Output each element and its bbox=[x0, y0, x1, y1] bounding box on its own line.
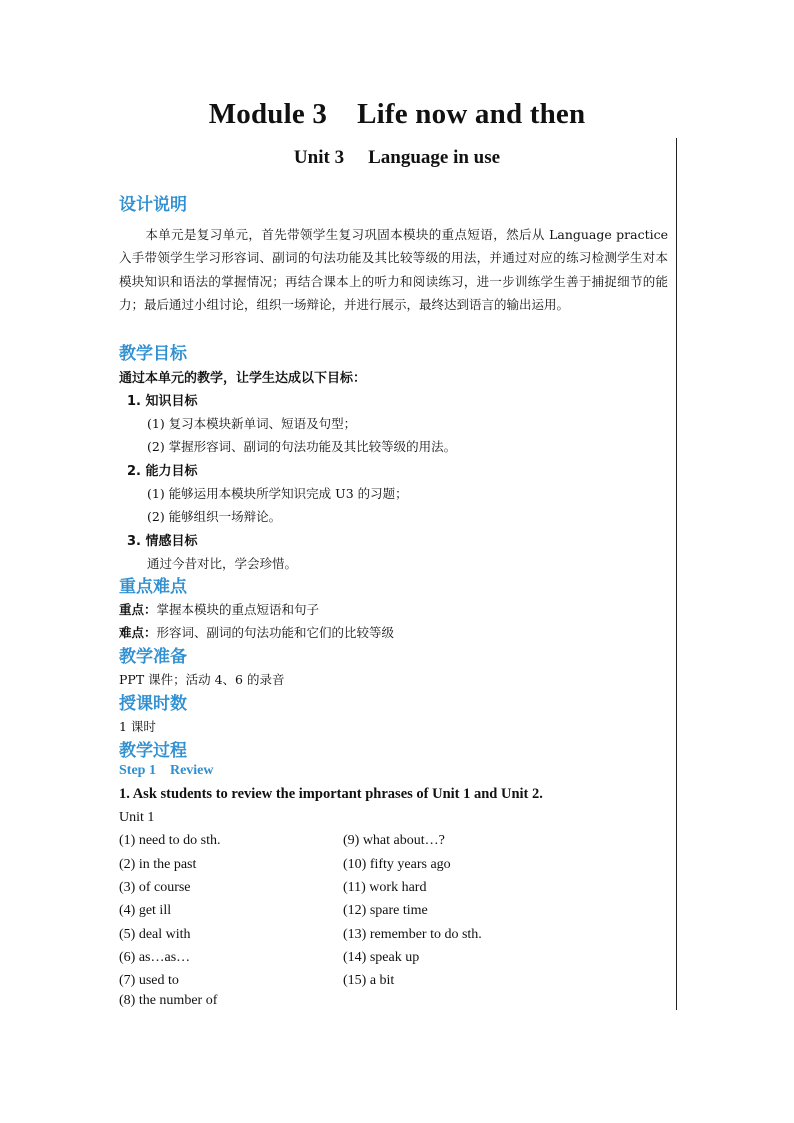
phrase-item: (15) a bit bbox=[343, 973, 395, 988]
phrase-item: (9) what about…? bbox=[343, 833, 445, 848]
phrase-item: (4) get ill bbox=[119, 903, 172, 918]
goal-2-item: (2) 能够组织一场辩论。 bbox=[147, 509, 282, 524]
phrase-item: (7) used to bbox=[119, 973, 179, 988]
difficulty-text: 形容词、副词的句法功能和它们的比较等级 bbox=[156, 625, 395, 640]
module-title bbox=[0, 98, 794, 131]
phrase-item: (1) need to do sth. bbox=[119, 833, 221, 848]
goal-3-text: 通过今昔对比，学会珍惜。 bbox=[147, 556, 298, 571]
phrase-item: (12) spare time bbox=[343, 903, 428, 918]
unit-label: Unit 1 bbox=[119, 810, 155, 825]
module-number: Module 3 bbox=[208, 98, 328, 130]
unit-name: Language in use bbox=[368, 147, 501, 168]
key-heading: 重点难点 bbox=[119, 577, 187, 597]
key-point-line bbox=[119, 600, 319, 618]
prep-text: PPT 课件；活动 4、6 的录音 bbox=[119, 672, 285, 687]
design-heading: 设计说明 bbox=[119, 195, 187, 215]
design-text: 本单元是复习单元，首先带领学生复习巩固本模块的重点短语，然后从 Language practice 入手带领学生学习形容词、副词的句法功能及其比较等级的用法，并通过对应的练习检测学生对本模块知识和语法的掌握情况；再结合课本上的听力和阅读练习，进一步训练学生善于捕捉细节的能力；最后通过小组讨论，组织一场辩论，并进行展示，最终达到语言的输出运用。 bbox=[119, 227, 668, 312]
step-1-label bbox=[119, 763, 214, 779]
phrase-item: (10) fifty years ago bbox=[343, 857, 451, 872]
time-heading: 授课时数 bbox=[119, 694, 187, 714]
difficulty-label: 难点： bbox=[119, 625, 157, 640]
key-point-label: 重点： bbox=[119, 602, 157, 617]
phrase-item: (5) deal with bbox=[119, 927, 191, 942]
goal-2-item: (1) 能够运用本模块所学知识完成 U3 的习题； bbox=[147, 486, 408, 501]
process-heading: 教学过程 bbox=[119, 741, 187, 761]
step-number: Step 1 bbox=[119, 763, 156, 778]
phrase-item: (14) speak up bbox=[343, 950, 420, 965]
goal-1-item: (1) 复习本模块新单词、短语及句型； bbox=[147, 416, 357, 431]
time-text: 1 课时 bbox=[119, 719, 156, 734]
phrase-item: (6) as…as… bbox=[119, 950, 191, 965]
goal-2-title: 2. 能力目标 bbox=[127, 464, 198, 479]
margin-rule bbox=[676, 138, 677, 1010]
phrase-item: (8) the number of bbox=[119, 993, 218, 1008]
prep-heading: 教学准备 bbox=[119, 647, 187, 667]
goal-1-title: 1. 知识目标 bbox=[127, 394, 198, 409]
design-paragraph bbox=[119, 223, 668, 316]
key-point-text: 掌握本模块的重点短语和句子 bbox=[156, 602, 320, 617]
difficulty-line bbox=[119, 623, 394, 641]
phrase-item: (11) work hard bbox=[343, 880, 427, 895]
phrase-item: (13) remember to do sth. bbox=[343, 927, 482, 942]
goal-3-title: 3. 情感目标 bbox=[127, 534, 198, 549]
goal-1-item: (2) 掌握形容词、副词的句法功能及其比较等级的用法。 bbox=[147, 439, 457, 454]
phrase-item: (3) of course bbox=[119, 880, 191, 895]
unit-title bbox=[0, 147, 794, 169]
module-name: Life now and then bbox=[357, 98, 586, 130]
task-instruction: 1. Ask students to review the important phrases of Unit 1 and Unit 2. bbox=[119, 786, 543, 802]
goals-intro: 通过本单元的教学，让学生达成以下目标： bbox=[119, 371, 367, 386]
goals-heading: 教学目标 bbox=[119, 344, 187, 364]
unit-number: Unit 3 bbox=[293, 147, 345, 168]
phrase-item: (2) in the past bbox=[119, 857, 197, 872]
step-name: Review bbox=[169, 763, 214, 778]
